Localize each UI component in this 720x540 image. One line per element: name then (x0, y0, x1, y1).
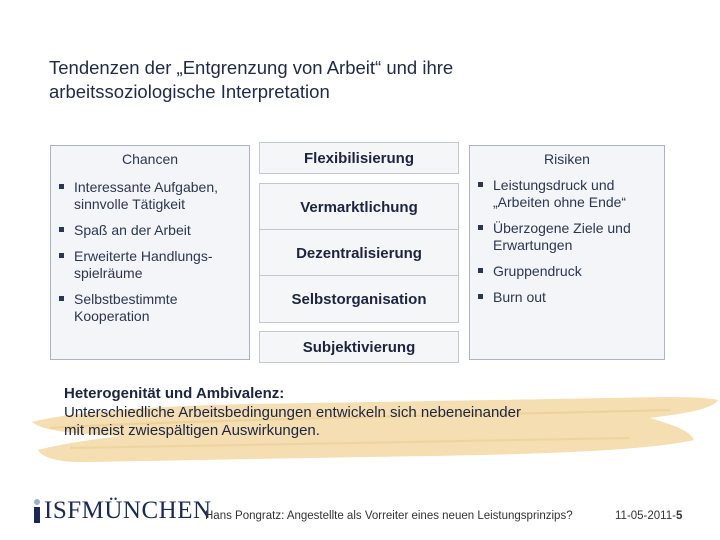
risiken-list (478, 177, 662, 315)
list-item: Überzogene Ziele und Erwartungen (478, 220, 662, 254)
footer-date-page (615, 510, 682, 522)
footer-date: 11-05-2011- (615, 510, 676, 522)
note-heading: Heterogenität und Ambivalenz: (64, 385, 285, 402)
bullet-icon (59, 253, 64, 258)
center-box-subjektivierung: Subjektivierung (259, 331, 459, 363)
bullet-icon (478, 268, 483, 273)
list-item: Burn out (478, 289, 662, 306)
bullet-icon (478, 182, 483, 187)
page-number: 5 (675, 510, 683, 522)
risiken-panel (469, 145, 665, 360)
center-box-vermarktlichung: Vermarktlichung (259, 183, 459, 231)
center-box-flexibilisierung: Flexibilisierung (259, 142, 459, 174)
isf-logo (30, 497, 212, 525)
list-item: Spaß an der Arbeit (59, 222, 247, 239)
note-line-2: mit meist zwiespältigen Auswirkungen. (64, 422, 320, 439)
risiken-heading: Risiken (544, 151, 590, 167)
footer-citation: Hans Pongratz: Angestellte als Vorreiter eines neuen Leistungsprinzips? (205, 510, 573, 522)
list-item: Selbstbestimmte Kooperation (59, 291, 247, 325)
center-box-selbstorganisation: Selbstorganisation (259, 275, 459, 323)
chancen-list (59, 179, 247, 334)
slide-title (49, 56, 609, 104)
list-item: Interessante Aufgaben, sinnvolle Tätigkeit (59, 179, 247, 213)
logo-mark-icon (30, 498, 44, 524)
list-item: Gruppendruck (478, 263, 662, 280)
logo-text: ISFMÜNCHEN (44, 497, 212, 524)
note-line-1: Unterschiedliche Arbeitsbedingungen entwickeln sich nebeneinander (64, 403, 521, 421)
bullet-icon (478, 225, 483, 230)
bullet-icon (59, 184, 64, 189)
bullet-icon (59, 227, 64, 232)
center-box-dezentralisierung: Dezentralisierung (259, 229, 459, 277)
conclusion-note (64, 385, 521, 441)
chancen-heading: Chancen (121, 151, 179, 167)
title-line-1: Tendenzen der „Entgrenzung von Arbeit“ und ihre (49, 57, 454, 78)
chancen-panel (50, 145, 250, 360)
bullet-icon (59, 296, 64, 301)
list-item: Leistungsdruck und „Arbeiten ohne Ende“ (478, 177, 662, 211)
list-item: Erweiterte Handlungs-spielräume (59, 248, 247, 282)
bullet-icon (478, 294, 483, 299)
title-line-2: arbeitssoziologische Interpretation (49, 81, 330, 102)
